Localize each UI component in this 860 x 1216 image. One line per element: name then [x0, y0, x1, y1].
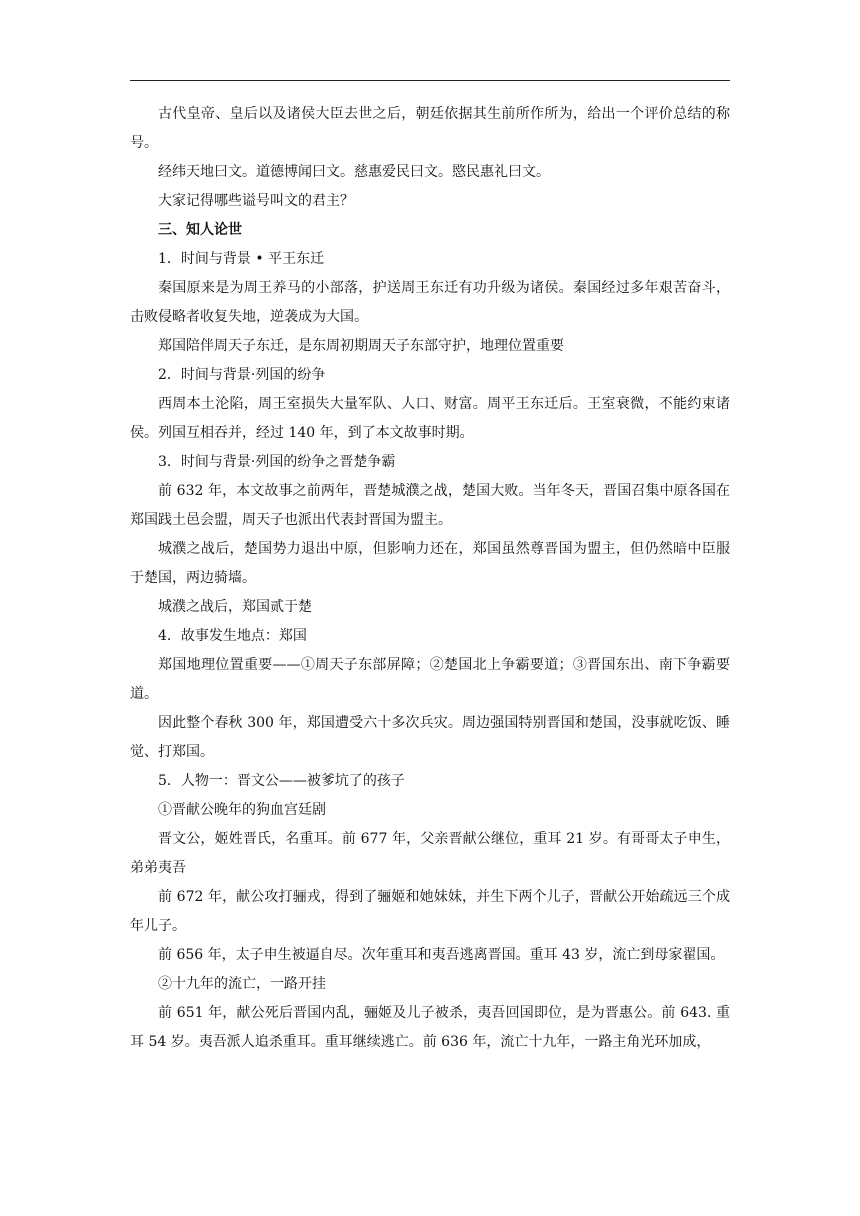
paragraph: 晋文公，姬姓晋氏，名重耳。前 677 年，父亲晋献公继位，重耳 21 岁。有哥哥太子申生，弟弟夷吾 — [130, 831, 730, 876]
section-heading: 三、知人论世 — [158, 222, 242, 238]
paragraph: 郑国地理位置重要——①周天子东部屏障；②楚国北上争霸要道；③晋国东出、南下争霸要道。 — [130, 657, 730, 702]
paragraph: 经纬天地曰文。道德博闻曰文。慈惠爱民曰文。愍民惠礼曰文。 — [158, 164, 550, 180]
paragraph: 2．时间与背景·列国的纷争 — [158, 367, 326, 383]
paragraph: 古代皇帝、皇后以及诸侯大臣去世之后，朝廷依据其生前所作所为，给出一个评价总结的称号。 — [130, 106, 730, 151]
header-rule — [130, 80, 730, 81]
paragraph: ①晋献公晚年的狗血宫廷剧 — [158, 802, 326, 818]
document-body — [130, 100, 730, 1057]
paragraph: 前 651 年，献公死后晋国内乱，骊姬及儿子被杀，夷吾回国即位，是为晋惠公。前 643. 重耳 54 岁。夷吾派人追杀重耳。重耳继续逃亡。前 636 年，流亡十九年，一路主角光环加成， — [130, 1005, 730, 1050]
paragraph: 郑国陪伴周天子东迁，是东周初期周天子东部守护，地理位置重要 — [158, 338, 564, 354]
paragraph: 前 672 年，献公攻打骊戎，得到了骊姬和她妹妹，并生下两个儿子，晋献公开始疏远三个成年儿子。 — [130, 889, 730, 934]
paragraph: 城濮之战后，郑国贰于楚 — [158, 599, 312, 615]
paragraph: 4．故事发生地点：郑国 — [158, 628, 307, 644]
paragraph: ②十九年的流亡，一路开挂 — [158, 976, 326, 992]
paragraph: 3．时间与背景·列国的纷争之晋楚争霸 — [158, 454, 396, 470]
paragraph: 1．时间与背景 • 平王东迁 — [158, 251, 325, 267]
paragraph: 城濮之战后，楚国势力退出中原，但影响力还在，郑国虽然尊晋国为盟主，但仍然暗中臣服于楚国，两边骑墙。 — [130, 541, 730, 586]
paragraph: 秦国原来是为周王养马的小部落，护送周王东迁有功升级为诸侯。秦国经过多年艰苦奋斗，击败侵略者收复失地，逆袭成为大国。 — [130, 280, 730, 325]
paragraph: 前 632 年，本文故事之前两年，晋楚城濮之战，楚国大败。当年冬天，晋国召集中原各国在郑国践土邑会盟，周天子也派出代表封晋国为盟主。 — [130, 483, 730, 528]
paragraph: 5．人物一：晋文公——被爹坑了的孩子 — [158, 773, 405, 789]
paragraph: 前 656 年，太子申生被逼自尽。次年重耳和夷吾逃离晋国。重耳 43 岁，流亡到母家翟国。 — [158, 947, 725, 963]
paragraph: 西周本土沦陷，周王室损失大量军队、人口、财富。周平王东迁后。王室衰微，不能约束诸侯。列国互相吞并，经过 140 年，到了本文故事时期。 — [130, 396, 730, 441]
paragraph: 大家记得哪些谥号叫文的君主？ — [158, 193, 354, 209]
paragraph: 因此整个春秋 300 年，郑国遭受六十多次兵灾。周边强国特别晋国和楚国，没事就吃饭、睡觉、打郑国。 — [130, 715, 730, 760]
